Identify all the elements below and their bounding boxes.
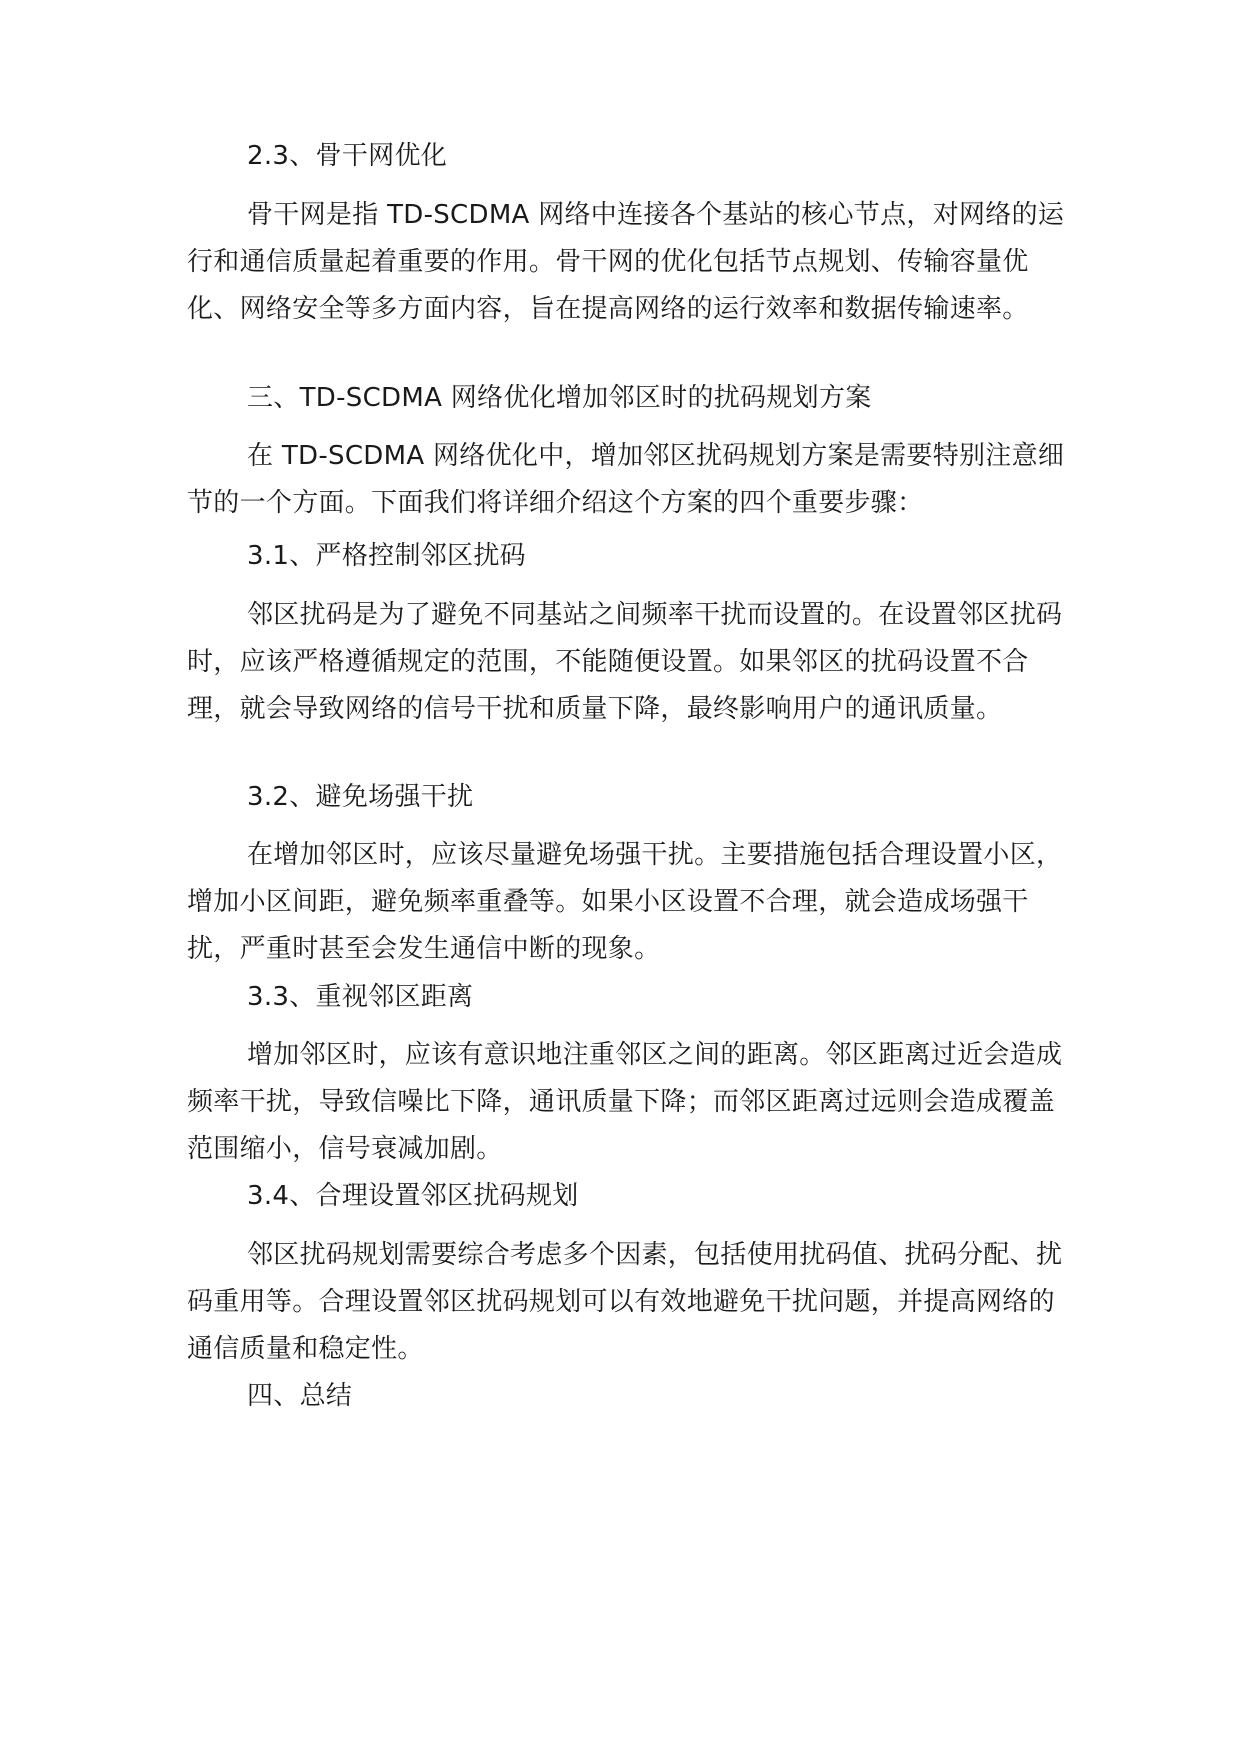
section-heading: 3.1、严格控制邻区扰码 [247,541,526,571]
paragraph: 在增加邻区时，应该尽量避免场强干扰。主要措施包括合理设置小区，增加小区间距，避免频率重叠等。如果小区设置不合理，就会造成场强干扰，严重时甚至会发生通信中断的现象。 [187,840,1063,964]
section-heading: 四、总结 [247,1381,353,1411]
paragraph: 骨干网是指 TD-SCDMA 网络中连接各个基站的核心节点，对网络的运行和通信质量起着重要的作用。骨干网的优化包括节点规划、传输容量优化、网络安全等多方面内容，旨在提高网络的运行效率和数据传输速率。 [187,200,1065,324]
paragraph: 增加邻区时，应该有意识地注重邻区之间的距离。邻区距离过近会造成频率干扰，导致信噪比下降，通讯质量下降；而邻区距离过远则会造成覆盖范围缩小，信号衰减加剧。 [187,1040,1063,1164]
section-heading: 2.3、骨干网优化 [247,141,448,171]
section-heading: 3.4、合理设置邻区扰码规划 [247,1181,579,1211]
section-heading: 3.3、重视邻区距离 [247,982,474,1012]
paragraph: 邻区扰码规划需要综合考虑多个因素，包括使用扰码值、扰码分配、扰码重用等。合理设置邻区扰码规划可以有效地避免干扰问题，并提高网络的通信质量和稳定性。 [187,1240,1063,1364]
section-heading: 三、TD-SCDMA 网络优化增加邻区时的扰码规划方案 [247,383,872,413]
paragraph: 邻区扰码是为了避免不同基站之间频率干扰而设置的。在设置邻区扰码时，应该严格遵循规定的范围，不能随便设置。如果邻区的扰码设置不合理，就会导致网络的信号干扰和质量下降，最终影响用户的通讯质量。 [187,600,1063,724]
paragraph: 在 TD-SCDMA 网络优化中，增加邻区扰码规划方案是需要特别注意细节的一个方面。下面我们将详细介绍这个方案的四个重要步骤： [187,441,1065,518]
section-heading: 3.2、避免场强干扰 [247,782,474,812]
